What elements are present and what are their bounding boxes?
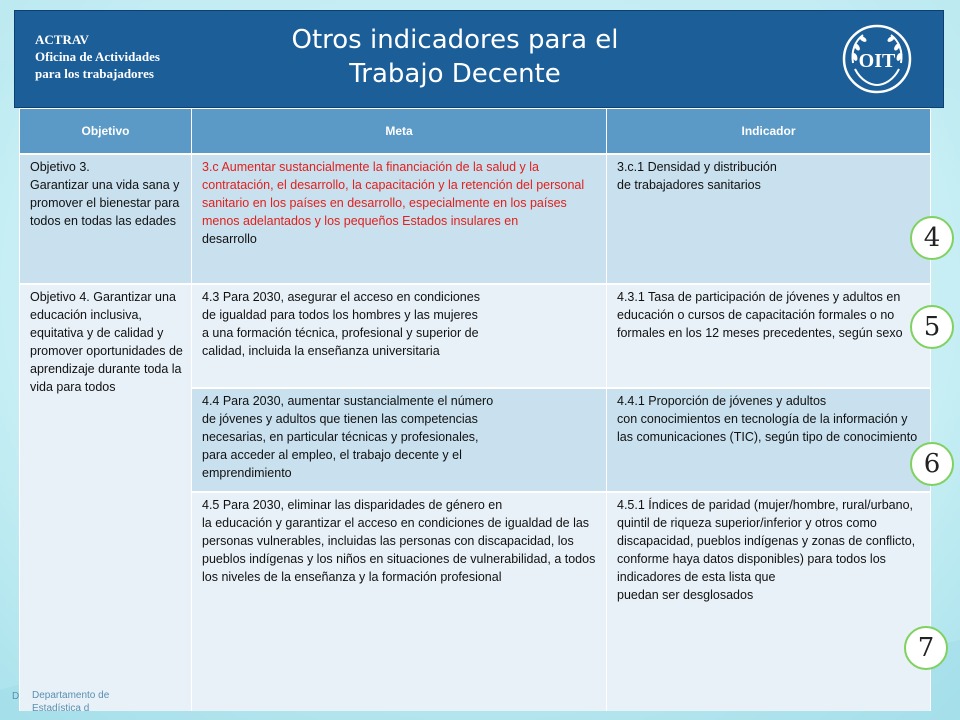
footer-text [32, 689, 109, 715]
title-line-2: Trabajo Decente [349, 59, 561, 89]
slide-header [14, 10, 944, 108]
indicador-text: 4.5.1 Índices de paridad (mujer/hombre, rural/urbano, quintil de riqueza superior/inferior y otros como discapacidad, pueblos indígenas y zonas de conflicto, conforme haya datos disponibles) para todos los indicadores de esta lista que puedan ser desglosados [617, 498, 916, 602]
column-header-objetivo: Objetivo [20, 109, 192, 155]
slide-title [245, 23, 665, 91]
logo-text: OIT [858, 50, 896, 72]
number-badge-5: 5 [910, 305, 954, 349]
meta-text-tail: desarrollo [202, 232, 257, 246]
table-row [20, 154, 931, 284]
org-name [35, 31, 160, 82]
indicators-table-container [19, 108, 930, 711]
org-line-3: para los trabajadores [35, 66, 154, 81]
indicators-table [19, 108, 931, 711]
table-row [20, 284, 931, 388]
footer-letter: D [12, 691, 20, 702]
number-badge-6: 6 [910, 442, 954, 486]
column-header-meta: Meta [192, 109, 607, 155]
indicador-text: 4.4.1 Proporción de jóvenes y adultos con conocimientos en tecnología de la información y las comunicaciones (TIC), según tipo de conocimiento [617, 394, 918, 444]
column-header-indicador: Indicador [607, 109, 931, 155]
objetivo-cell [20, 154, 192, 284]
meta-cell [192, 284, 607, 388]
title-line-1: Otros indicadores para el [291, 25, 619, 55]
indicador-text: 4.3.1 Tasa de participación de jóvenes y adultos en educación o cursos de capacitación formales o no formales en los 12 meses precedentes, según sexo [617, 290, 903, 340]
oit-logo-icon [841, 23, 913, 95]
indicador-cell [607, 492, 931, 711]
org-line-2: Oficina de Actividades [35, 49, 160, 64]
table-header-row [20, 109, 931, 155]
meta-text: 4.4 Para 2030, aumentar sustancialmente el número de jóvenes y adultos que tienen las competencias necesarias, en particular técnicas y profesionales, para acceder al empleo, el trabajo decente y el emprendimiento [202, 394, 494, 480]
indicador-text: 3.c.1 Densidad y distribución de trabajadores sanitarios [617, 160, 777, 192]
objetivo-cell [20, 284, 192, 711]
meta-text: 4.5 Para 2030, eliminar las disparidades de género en la educación y garantizar el acceso en condiciones de igualdad de las personas vulnerables, incluidas las personas con discapacidad, los pueblos indígenas y los niños en situaciones de vulnerabilidad, a todos los niveles de la enseñanza y la formación profesional [202, 498, 596, 584]
meta-cell [192, 154, 607, 284]
objetivo-text: Objetivo 3. Garantizar una vida sana y promover el bienestar para todos en todas las edades [30, 160, 180, 228]
indicador-cell [607, 284, 931, 388]
meta-cell [192, 492, 607, 711]
org-line-1: ACTRAV [35, 32, 89, 47]
meta-text: 4.3 Para 2030, asegurar el acceso en condiciones de igualdad para todos los hombres y las mujeres a una formación técnica, profesional y superior de calidad, incluida la enseñanza universitaria [202, 290, 480, 358]
indicador-cell [607, 388, 931, 492]
indicador-cell [607, 154, 931, 284]
meta-text-highlight: 3.c Aumentar sustancialmente la financiación de la salud y la contratación, el desarrollo, la capacitación y la retención del personal sanitario en los países en desarrollo, especialmente en los países menos adelantados y los pequeños Estados insulares en [202, 160, 585, 228]
objetivo-text: Objetivo 4. Garantizar una educación inclusiva, equitativa y de calidad y promover oportunidades de aprendizaje durante toda la vida para todos [30, 290, 183, 394]
number-badge-4: 4 [910, 216, 954, 260]
footer-line-2: Estadística d [32, 703, 90, 714]
meta-cell [192, 388, 607, 492]
number-badge-7: 7 [904, 626, 948, 670]
footer-line-1: Departamento de [32, 690, 110, 701]
